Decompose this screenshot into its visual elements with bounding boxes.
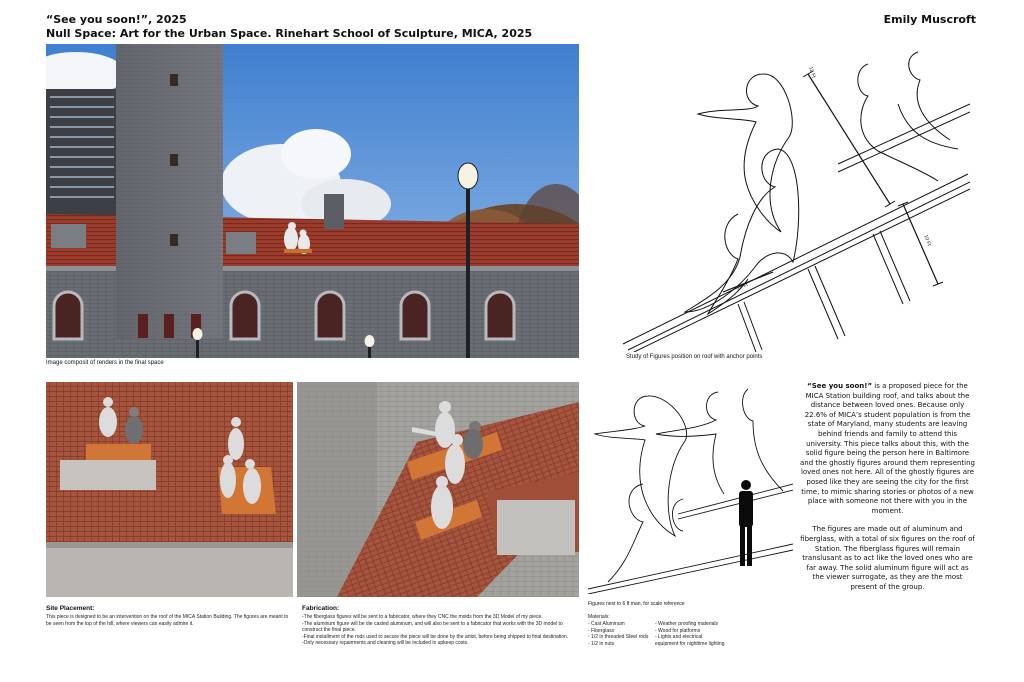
scale-reference-drawing [588,384,793,594]
roof-study-caption: Study of Figures position on roof with anchor points [626,354,763,360]
fabrication-line: -Only necessary repairments and cleaning will be included in upkeep costs. [302,640,469,647]
composite-render-image [46,44,579,358]
material-item: - Cast Aluminum [588,621,625,627]
site-placement-text: This piece is designed to be an intervention on the roof of the MICA Station Building. The figures are meant to be seen from the top of the hill, where viewers can easily admire it. [46,614,289,627]
page-title: “See you soon!”, 2025 [46,13,187,26]
scale-reference-caption: Figures next to 6 ft man, for scale reference [588,601,685,607]
material-item: - 1/2 in threaded Steel rods [588,634,649,641]
measurement-12ft-top: 12 Ft [807,66,817,79]
materials-col-1 [588,621,648,647]
composite-caption: Image composit of renders in the final space [46,360,164,366]
project-description [800,382,975,592]
measurement-10ft: 10 Ft [922,234,932,247]
description-text-1: is a proposed piece for the MICA Station building roof, and talks about the distance between loved ones. Because only 22.6% of MICA’s student population is from the state of Maryland, many students are leaving behind friends and family to attend this university. This piece talks about this, with the solid figure being the person here in Baltimore and the ghostly figures around them representing loved ones not here. All of the ghostly figures are posed like they are seeing the city for the first time, to mimic sharing stories or photos of a new place with someone not there with you in the moment. [800,382,975,515]
description-paragraph-1 [800,382,975,516]
fabrication-line: -The fiberglass figures will be sent to a fabricator, where they CNC the molds from the 3D Model of my piece. [302,614,543,620]
site-placement-title: Site Placement: [46,605,95,612]
material-item: - Lights and electrical [655,634,703,641]
materials-title: Materials: [588,614,610,620]
materials-col-2 [655,621,725,647]
description-paragraph-2: The figures are made out of aluminum and fiberglass, with a total of six figures on the roof of Station. The fiberglass figures will remain translusant as to act like the loved ones who are far away. The solid aluminum figure will act as the viewer surrogate, as they are the most present of the group. [800,525,975,591]
material-item: equipment for nighttime lighting [655,640,725,647]
material-item: - Wood for platforms [655,627,701,634]
fabrication-line: -Final installment of the rods used to secure the piece will be done by the artist, before being shipped to final destination. [302,633,569,640]
fabrication-title: Fabrication: [302,605,340,612]
site-placement-render [46,382,293,597]
material-item: - 1/2 in nuts [588,640,615,647]
material-item: - Fiberglass [588,627,615,634]
description-title-bold: “See you soon!” [807,382,873,390]
fabrication-render [297,382,579,597]
material-item: - Weather proofing materials [655,621,718,627]
page-subtitle: Null Space: Art for the Urban Space. Rinehart School of Sculpture, MICA, 2025 [46,27,533,40]
measurement-12ft-bottom: 12 Ft [736,282,749,292]
roof-study-drawing [598,44,970,352]
author-name: Emily Muscroft [883,13,976,26]
fabrication-line: -The aluminum figure will be die casted aluminum, and will also be sent to a fabricator that works with the 3D model to construct the final piece. [302,620,563,634]
fabrication-list [302,614,574,647]
